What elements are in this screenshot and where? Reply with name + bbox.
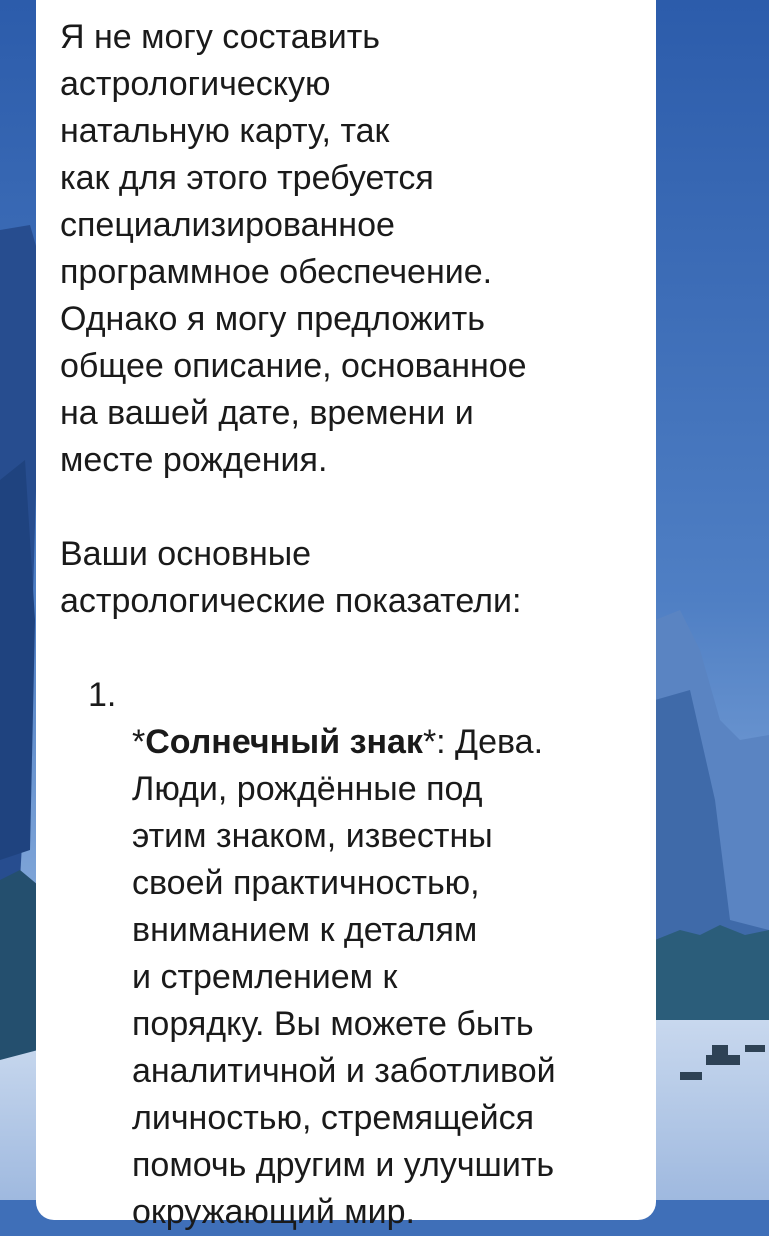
list-item <box>60 672 640 1236</box>
river-left <box>0 1040 40 1200</box>
message-text <box>60 14 640 1236</box>
paragraph-spacer <box>60 625 640 672</box>
treeline-left <box>0 870 38 1060</box>
list-item-term: Солнечный знак <box>145 723 423 761</box>
message-paragraph: Ваши основные астрологические показатели: <box>60 535 522 620</box>
paragraph-spacer <box>60 484 640 531</box>
list-item-text: *: Дева. Люди, рождённые под этим знаком, известны своей практичностью, вниманием к деталям и стремлением к порядку. Вы можете быть аналитичной и заботливой личностью, стремящейся помочь другим и улучшить окружающий мир. <box>132 723 556 1231</box>
list-item-number: 1. <box>88 676 117 714</box>
message-paragraph: Я не могу составить астрологическую натальную карту, так как для этого требуется специализированное программное обеспечение. Однако я могу предложить общее описание, основанное на вашей дате, времени и месте рождения. <box>60 18 527 479</box>
numbered-list <box>60 672 640 1236</box>
list-item-prefix: * <box>132 723 146 761</box>
treeline-right <box>655 925 769 1025</box>
